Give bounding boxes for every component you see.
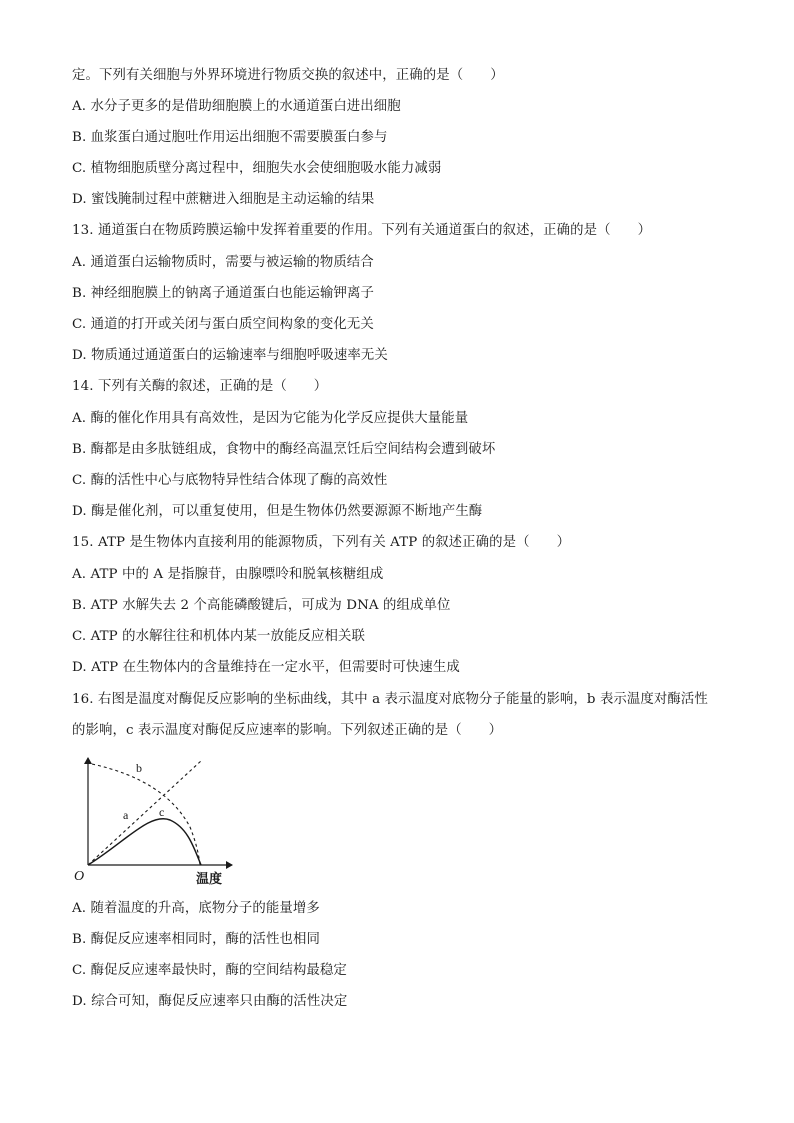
curve-c xyxy=(88,819,201,865)
q15-stem: 15. ATP 是生物体内直接利用的能源物质，下列有关 ATP 的叙述正确的是（ ） xyxy=(72,535,571,550)
q14-option-b: B. 酶都是由多肽链组成，食物中的酶经高温烹饪后空间结构会遭到破坏 xyxy=(72,442,496,457)
q15-option-a: A. ATP 中的 A 是指腺苷，由腺嘌呤和脱氧核糖组成 xyxy=(72,567,384,582)
q15-option-d: D. ATP 在生物体内的含量维持在一定水平，但需要时可快速生成 xyxy=(72,660,460,675)
q13-option-d: D. 物质通过通道蛋白的运输速率与细胞呼吸速率无关 xyxy=(72,348,388,363)
q16-option-d: D. 综合可知，酶促反应速率只由酶的活性决定 xyxy=(72,994,348,1009)
q15-option-b: B. ATP 水解失去 2 个高能磷酸键后，可成为 DNA 的组成单位 xyxy=(72,598,451,613)
q14-option-c: C. 酶的活性中心与底物特异性结合体现了酶的高效性 xyxy=(72,473,388,488)
q13-option-b: B. 神经细胞膜上的钠离子通道蛋白也能运输钾离子 xyxy=(72,286,374,301)
q12-option-b: B. 血浆蛋白通过胞吐作用运出细胞不需要膜蛋白参与 xyxy=(72,130,388,145)
q12-option-a: A. 水分子更多的是借助细胞膜上的水通道蛋白进出细胞 xyxy=(72,99,401,114)
temperature-enzyme-figure xyxy=(70,752,240,892)
curve-label-a: a xyxy=(123,808,129,822)
q14-stem: 14. 下列有关酶的叙述，正确的是（ ） xyxy=(72,379,328,394)
q16-option-a: A. 随着温度的升高，底物分子的能量增多 xyxy=(72,901,320,916)
q15-option-c: C. ATP 的水解往往和机体内某一放能反应相关联 xyxy=(72,629,365,644)
curve-a xyxy=(88,760,202,865)
origin-label: O xyxy=(74,869,85,884)
q16-option-c: C. 酶促反应速率最快时，酶的空间结构最稳定 xyxy=(72,963,347,978)
q13-option-c: C. 通道的打开或关闭与蛋白质空间构象的变化无关 xyxy=(72,317,374,332)
q16-option-b: B. 酶促反应速率相同时，酶的活性也相同 xyxy=(72,932,320,947)
q12-option-c: C. 植物细胞质壁分离过程中，细胞失水会使细胞吸水能力减弱 xyxy=(72,161,442,176)
q16-stem-line1: 16. 右图是温度对酶促反应影响的坐标曲线，其中 a 表示温度对底物分子能量的影响，b 表示温度对酶活性 xyxy=(72,692,708,707)
q16-stem-line2: 的影响，c 表示温度对酶促反应速率的影响。下列叙述正确的是（ ） xyxy=(72,723,503,738)
q13-option-a: A. 通道蛋白运输物质时，需要与被运输的物质结合 xyxy=(72,255,374,270)
curve-b xyxy=(92,764,200,865)
x-axis-label: 温度 xyxy=(196,872,223,887)
q14-option-d: D. 酶是催化剂，可以重复使用，但是生物体仍然要源源不断地产生酶 xyxy=(72,504,483,519)
q12-option-d: D. 蜜饯腌制过程中蔗糖进入细胞是主动运输的结果 xyxy=(72,192,375,207)
curve-label-c: c xyxy=(159,805,165,819)
q13-stem: 13. 通道蛋白在物质跨膜运输中发挥着重要的作用。下列有关通道蛋白的叙述，正确的是（ ） xyxy=(72,223,652,238)
q12-stem-tail: 定。下列有关细胞与外界环境进行物质交换的叙述中，正确的是（ ） xyxy=(72,68,504,83)
curve-label-b: b xyxy=(136,761,142,775)
q14-option-a: A. 酶的催化作用具有高效性，是因为它能为化学反应提供大量能量 xyxy=(72,411,469,426)
